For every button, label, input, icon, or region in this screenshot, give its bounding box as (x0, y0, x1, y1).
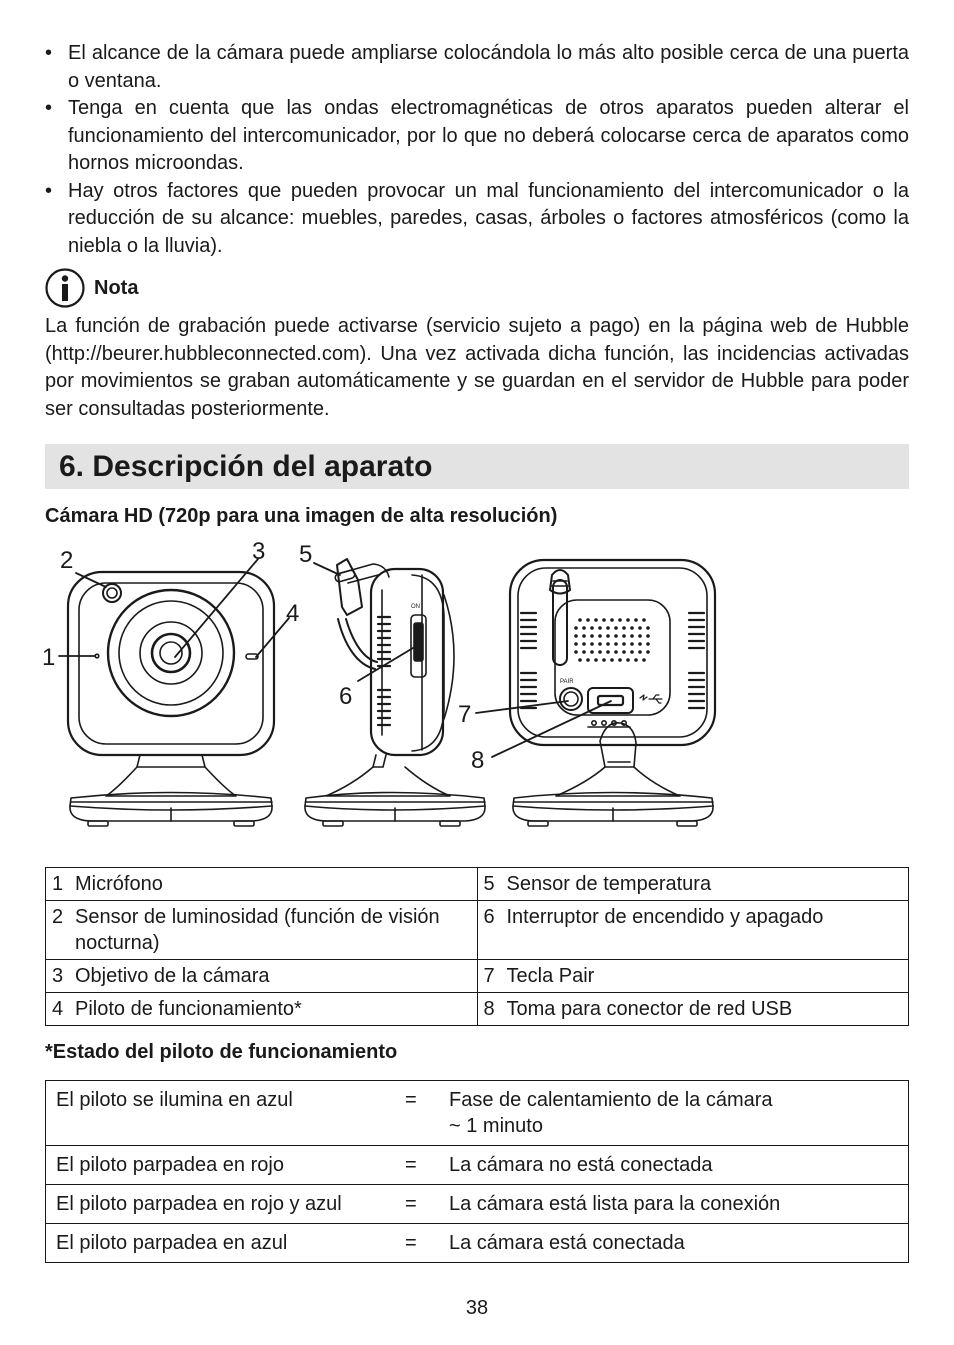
bullet-item: • El alcance de la cámara puede ampliarse colocándola lo más alto posible cerca de una puerta o ventana. (45, 40, 909, 95)
status-equals: = (405, 1146, 449, 1185)
status-meaning: La cámara está lista para la conexión (449, 1185, 909, 1224)
table-row (46, 960, 909, 993)
table-cell (46, 993, 478, 1026)
status-equals: = (405, 1224, 449, 1263)
part-label: Micrófono (75, 873, 163, 895)
status-equals: = (405, 1185, 449, 1224)
note-title: Nota (94, 276, 139, 299)
section-title: 6. Descripción del aparato (59, 450, 433, 483)
status-state: El piloto parpadea en rojo y azul (46, 1185, 406, 1224)
page-number: 38 (465, 1297, 489, 1319)
part-label: Sensor de luminosidad (función de visión nocturna) (75, 906, 440, 954)
status-state: El piloto parpadea en azul (46, 1224, 406, 1263)
camera-diagram (40, 535, 720, 845)
table-row (46, 1224, 909, 1263)
part-label: Toma para conector de red USB (506, 998, 793, 1020)
part-number: 4 (52, 998, 64, 1020)
part-number: 7 (483, 965, 495, 987)
status-state: El piloto parpadea en rojo (46, 1146, 406, 1185)
table-row (46, 868, 909, 901)
table-cell (477, 868, 909, 901)
part-number: 2 (52, 906, 64, 928)
speaker-grille (574, 618, 650, 662)
parts-table (45, 867, 909, 1026)
status-table (45, 1080, 909, 1263)
info-icon (45, 268, 85, 308)
part-label: Tecla Pair (506, 965, 595, 987)
part-number: 5 (483, 873, 495, 895)
table-row (46, 901, 909, 960)
part-label: Objetivo de la cámara (75, 965, 270, 987)
table-cell (46, 901, 478, 960)
table-cell (477, 901, 909, 960)
part-label: Interruptor de encendido y apagado (506, 906, 824, 928)
section-header (45, 444, 909, 489)
camera-heading: Cámara HD (720p para una imagen de alta resolución) (45, 505, 558, 527)
part-number: 3 (52, 965, 64, 987)
callout-lines (59, 559, 611, 757)
part-number: 6 (483, 906, 495, 928)
table-row (46, 1185, 909, 1224)
status-meaning: La cámara no está conectada (449, 1146, 909, 1185)
callout-4: 4 (286, 600, 300, 627)
camera-back-view (510, 560, 715, 826)
pair-label: PAIR (560, 679, 574, 685)
bullet-list (45, 40, 909, 260)
callout-6: 6 (339, 683, 353, 710)
status-meaning-text: Fase de calentamiento de la cámara (449, 1089, 773, 1111)
callout-1: 1 (42, 644, 56, 671)
camera-side-view (305, 559, 485, 826)
table-cell (46, 868, 478, 901)
part-number: 1 (52, 873, 64, 895)
status-heading: *Estado del piloto de funcionamiento (45, 1041, 398, 1063)
status-meaning-extra: ~ 1 minuto (449, 1115, 543, 1137)
part-label: Piloto de funcionamiento* (75, 998, 302, 1020)
callout-8: 8 (471, 747, 485, 774)
switch-label: ON (411, 604, 420, 610)
status-meaning (449, 1081, 909, 1146)
callout-5: 5 (299, 541, 313, 568)
status-meaning: La cámara está conectada (449, 1224, 909, 1263)
status-equals: = (405, 1081, 449, 1146)
callout-7: 7 (458, 701, 472, 728)
camera-front-view (68, 572, 274, 826)
note-header (45, 268, 138, 308)
note-body: La función de grabación puede activarse (servicio sujeto a pago) en la página web de Hubble (http://beurer.hubbleconnected.com). Una vez activada dicha función, las incidencias activadas por movimientos se graban automáticamente y se guardan en el servidor de Hubble para poder ser consultadas posteriormente. (45, 315, 909, 420)
bullet-item: • Hay otros factores que pueden provocar un mal funcionamiento del intercomunicador o la reducción de su alcance: muebles, paredes, casas, árboles o factores atmosféricos (como la niebla o la lluvia). (45, 178, 909, 261)
table-cell (477, 960, 909, 993)
table-cell (477, 993, 909, 1026)
part-label: Sensor de temperatura (506, 873, 712, 895)
table-cell (46, 960, 478, 993)
callout-3: 3 (252, 538, 266, 565)
table-row (46, 1081, 909, 1146)
bullet-item: • Tenga en cuenta que las ondas electromagnéticas de otros aparatos pueden alterar el funcionamiento del intercomunicador, por lo que no deberá colocarse cerca de aparatos como hornos microondas. (45, 95, 909, 178)
side-vent (378, 617, 390, 725)
table-row (46, 1146, 909, 1185)
status-state: El piloto se ilumina en azul (46, 1081, 406, 1146)
table-row (46, 993, 909, 1026)
part-number: 8 (483, 998, 495, 1020)
callout-2: 2 (60, 547, 74, 574)
